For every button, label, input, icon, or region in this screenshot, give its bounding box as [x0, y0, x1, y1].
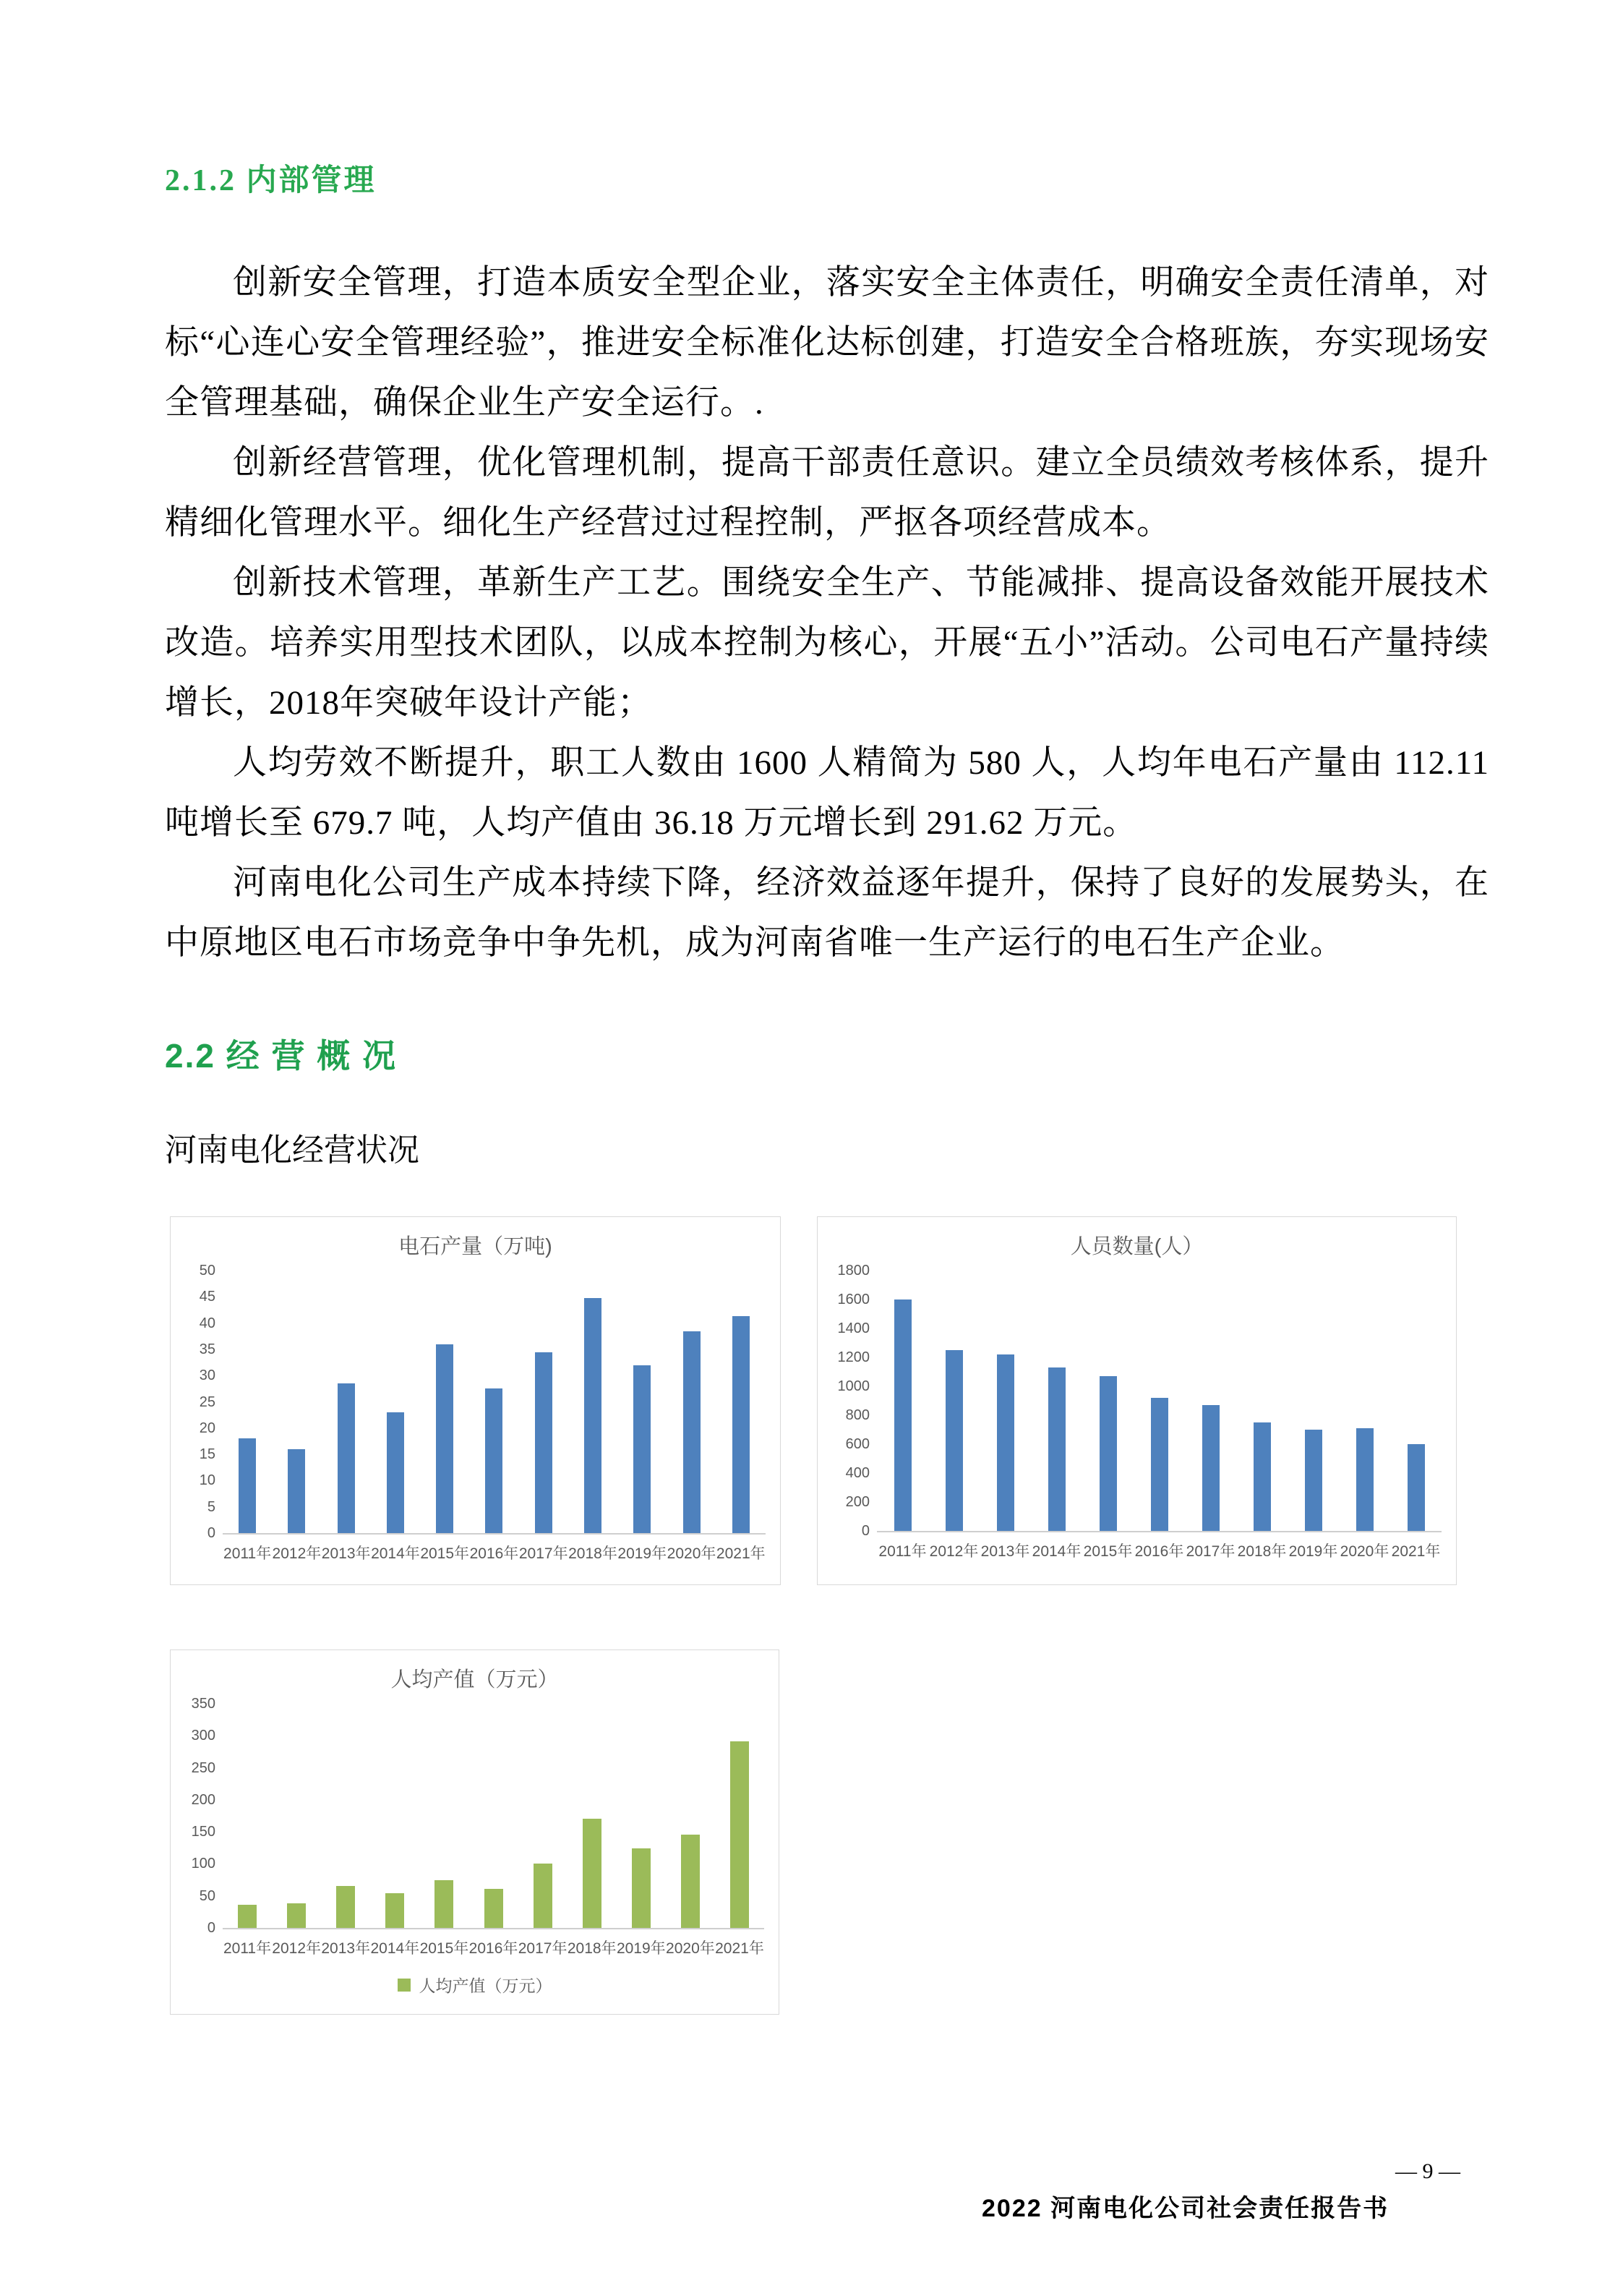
- x-tick-label: 2017年: [1186, 1543, 1236, 1560]
- bar-cell: [617, 1704, 666, 1928]
- y-tick-label: 30: [199, 1367, 215, 1384]
- x-tick-label: 2019年: [617, 1545, 667, 1562]
- bar-cell: [666, 1704, 715, 1928]
- y-tick-label: 0: [207, 1920, 215, 1936]
- plot-wrap: [223, 1704, 764, 1958]
- bar-cell: [469, 1271, 518, 1533]
- y-tick-label: 25: [199, 1394, 215, 1410]
- x-tick-label: 2013年: [321, 1940, 371, 1957]
- section-heading-2-1-2: 2.1.2 内部管理: [165, 164, 377, 197]
- x-tick-label: 2015年: [420, 1545, 470, 1562]
- bar-2015年: [434, 1880, 453, 1928]
- x-tick-label: 2020年: [1340, 1543, 1389, 1560]
- bar-2018年: [583, 1819, 601, 1928]
- bar-cell: [223, 1704, 272, 1928]
- y-tick-label: 45: [199, 1289, 215, 1305]
- paragraph: 人均劳效不断提升，职工人数由 1600 人精简为 580 人，人均年电石产量由 112.11 吨增长至 679.7 吨，人均产值由 36.18 万元增长到 291.62 万元。: [165, 744, 1489, 842]
- paragraph: 创新经营管理，优化管理机制，提高干部责任意识。建立全员绩效考核体系，提升精细化管理水平。细化生产经营过过程控制，严抠各项经营成本。: [165, 444, 1489, 542]
- y-tick-label: 20: [199, 1420, 215, 1436]
- y-tick-label: 200: [845, 1494, 870, 1510]
- bar-cell: [420, 1271, 469, 1533]
- chart-per-capita-output-value: [170, 1650, 779, 2015]
- x-tick-label: 2016年: [469, 1545, 519, 1562]
- bar-cell: [715, 1704, 764, 1928]
- bar-cell: [980, 1271, 1031, 1531]
- bar-2013年: [336, 1886, 355, 1928]
- bar-cell: [419, 1704, 468, 1928]
- bar-2011年: [239, 1438, 256, 1533]
- y-tick-label: 35: [199, 1341, 215, 1357]
- bar-2013年: [997, 1354, 1014, 1531]
- y-tick-label: 1000: [837, 1378, 870, 1394]
- footer-report-title: 2022 河南电化公司社会责任报告书: [982, 2195, 1389, 2222]
- x-axis-labels: [223, 1929, 764, 1958]
- y-tick-label: 350: [191, 1696, 215, 1712]
- x-tick-label: 2015年: [419, 1940, 469, 1957]
- x-axis-labels: [877, 1532, 1442, 1561]
- bar-cell: [370, 1704, 419, 1928]
- bar-cell: [322, 1271, 371, 1533]
- x-tick-label: 2014年: [371, 1545, 420, 1562]
- y-tick-label: 800: [845, 1407, 870, 1423]
- bar-cell: [568, 1704, 617, 1928]
- bar-2011年: [238, 1905, 257, 1928]
- bar-cell: [371, 1271, 420, 1533]
- x-tick-label: 2021年: [716, 1545, 766, 1562]
- y-tick-label: 100: [191, 1856, 215, 1872]
- bars: [223, 1271, 766, 1535]
- bar-2014年: [1048, 1367, 1066, 1531]
- x-tick-label: 2021年: [715, 1940, 764, 1957]
- bar-cell: [272, 1704, 321, 1928]
- y-tick-label: 600: [845, 1436, 870, 1452]
- bars: [877, 1271, 1442, 1532]
- bar-cell: [518, 1704, 568, 1928]
- bar-cell: [617, 1271, 667, 1533]
- x-tick-label: 2020年: [667, 1545, 716, 1562]
- y-tick-label: 1400: [837, 1320, 870, 1336]
- y-axis: [826, 1263, 877, 1539]
- x-tick-label: 2016年: [1134, 1543, 1184, 1560]
- charts-subtitle: 河南电化经营状况: [165, 1132, 419, 1168]
- x-tick-label: 2012年: [272, 1545, 322, 1562]
- bar-2014年: [387, 1412, 404, 1533]
- bar-cell: [1288, 1271, 1339, 1531]
- x-axis-labels: [223, 1535, 766, 1563]
- chart-plot-area: [179, 1263, 766, 1563]
- chart-carbide-output: [170, 1216, 781, 1585]
- x-tick-label: 2018年: [1237, 1543, 1287, 1560]
- section-heading-2-2: 2.2 经 营 概 况: [165, 1037, 398, 1075]
- x-tick-label: 2015年: [1083, 1543, 1133, 1560]
- chart-plot-area: [826, 1263, 1442, 1561]
- bar-cell: [1082, 1271, 1134, 1531]
- bars: [223, 1704, 764, 1929]
- y-tick-label: 400: [845, 1465, 870, 1481]
- bar-2014年: [385, 1893, 404, 1928]
- plot-wrap: [877, 1271, 1442, 1561]
- bar-cell: [928, 1271, 980, 1531]
- y-tick-label: 200: [191, 1791, 215, 1808]
- x-tick-label: 2019年: [1288, 1543, 1338, 1560]
- chart-title: 人均产值（万元）: [390, 1668, 559, 1691]
- bar-2021年: [732, 1316, 750, 1533]
- legend-label: 人均产值（万元）: [419, 1976, 552, 1995]
- y-tick-label: 0: [861, 1523, 870, 1539]
- x-tick-label: 2016年: [468, 1940, 518, 1957]
- bar-cell: [1134, 1271, 1185, 1531]
- x-tick-label: 2012年: [929, 1543, 979, 1560]
- bar-cell: [1390, 1271, 1442, 1531]
- bar-2015年: [1100, 1376, 1117, 1531]
- bar-cell: [321, 1704, 370, 1928]
- bar-2018年: [584, 1298, 601, 1533]
- y-tick-label: 1200: [837, 1349, 870, 1365]
- y-tick-label: 250: [191, 1759, 215, 1776]
- y-tick-label: 1800: [837, 1263, 870, 1279]
- y-tick-label: 5: [207, 1498, 215, 1515]
- x-tick-label: 2011年: [223, 1940, 272, 1957]
- bar-cell: [1185, 1271, 1236, 1531]
- bar-2020年: [1356, 1428, 1374, 1531]
- bar-2017年: [1202, 1405, 1220, 1531]
- y-tick-label: 50: [199, 1263, 215, 1279]
- x-tick-label: 2013年: [980, 1543, 1030, 1560]
- bar-2019年: [1305, 1430, 1322, 1531]
- y-axis: [179, 1696, 223, 1936]
- x-tick-label: 2017年: [518, 1940, 568, 1957]
- y-axis: [179, 1263, 223, 1541]
- paragraph: 创新安全管理，打造本质安全型企业，落实安全主体责任，明确安全责任清单，对标“心连心安全管理经验”，推进安全标准化达标创建，打造安全合格班族，夯实现场安全管理基础，确保企业生产安全运行。.: [165, 264, 1489, 422]
- bar-2012年: [288, 1449, 305, 1533]
- bar-2021年: [730, 1741, 749, 1928]
- bar-2016年: [485, 1388, 502, 1533]
- y-tick-label: 0: [207, 1525, 215, 1541]
- x-tick-label: 2018年: [567, 1940, 617, 1957]
- bar-cell: [877, 1271, 928, 1531]
- bar-2012年: [946, 1350, 963, 1531]
- x-tick-label: 2014年: [1032, 1543, 1082, 1560]
- bar-cell: [716, 1271, 766, 1533]
- bar-2019年: [632, 1848, 651, 1928]
- x-tick-label: 2011年: [223, 1545, 272, 1562]
- bar-cell: [1031, 1271, 1082, 1531]
- bar-2013年: [338, 1383, 355, 1533]
- bar-2021年: [1408, 1444, 1425, 1531]
- x-tick-label: 2014年: [370, 1940, 420, 1957]
- bar-2019年: [633, 1365, 651, 1533]
- paragraph: 河南电化公司生产成本持续下降，经济效益逐年提升，保持了良好的发展势头，在中原地区电石市场竞争中争先机，成为河南省唯一生产运行的电石生产企业。: [165, 864, 1489, 962]
- chart-title: 人员数量(人）: [1070, 1235, 1204, 1258]
- bar-2016年: [484, 1889, 503, 1928]
- bar-2017年: [535, 1352, 552, 1533]
- page-number: — 9 —: [1395, 2159, 1460, 2183]
- bar-2020年: [683, 1331, 701, 1534]
- x-tick-label: 2013年: [321, 1545, 371, 1562]
- bar-cell: [272, 1271, 321, 1533]
- y-tick-label: 50: [199, 1887, 215, 1904]
- bar-2020年: [681, 1835, 700, 1928]
- bar-cell: [519, 1271, 568, 1533]
- y-tick-label: 15: [199, 1446, 215, 1463]
- x-tick-label: 2021年: [1391, 1543, 1441, 1560]
- bar-cell: [667, 1271, 716, 1533]
- bar-cell: [568, 1271, 617, 1533]
- chart-headcount: [817, 1216, 1457, 1585]
- x-tick-label: 2017年: [518, 1545, 568, 1562]
- legend-swatch-icon: [398, 1979, 411, 1992]
- bar-2012年: [287, 1903, 306, 1928]
- bar-cell: [468, 1704, 518, 1928]
- legend: [171, 1973, 779, 1997]
- bar-2015年: [436, 1344, 453, 1533]
- x-tick-label: 2011年: [878, 1543, 927, 1560]
- bar-2016年: [1151, 1398, 1168, 1531]
- y-tick-label: 150: [191, 1824, 215, 1840]
- bar-2017年: [534, 1864, 552, 1928]
- chart-plot-area: [179, 1696, 764, 1958]
- x-tick-label: 2019年: [616, 1940, 666, 1957]
- bar-2011年: [894, 1299, 912, 1531]
- x-tick-label: 2018年: [568, 1545, 617, 1562]
- bar-2018年: [1254, 1422, 1271, 1531]
- y-tick-label: 300: [191, 1728, 215, 1744]
- bar-cell: [1339, 1271, 1390, 1531]
- x-tick-label: 2012年: [272, 1940, 321, 1957]
- plot-wrap: [223, 1271, 766, 1563]
- y-tick-label: 40: [199, 1315, 215, 1331]
- bar-cell: [223, 1271, 272, 1533]
- chart-title: 电石产量（万吨): [398, 1235, 552, 1258]
- body-text: [165, 253, 1489, 973]
- y-tick-label: 10: [199, 1472, 215, 1489]
- y-tick-label: 1600: [837, 1292, 870, 1307]
- bar-cell: [1236, 1271, 1288, 1531]
- paragraph: 创新技术管理，革新生产工艺。围绕安全生产、节能减排、提高设备效能开展技术改造。培养实用型技术团队，以成本控制为核心，开展“五小”活动。公司电石产量持续增长，2018年突破年设计产能；: [165, 564, 1489, 722]
- x-tick-label: 2020年: [666, 1940, 715, 1957]
